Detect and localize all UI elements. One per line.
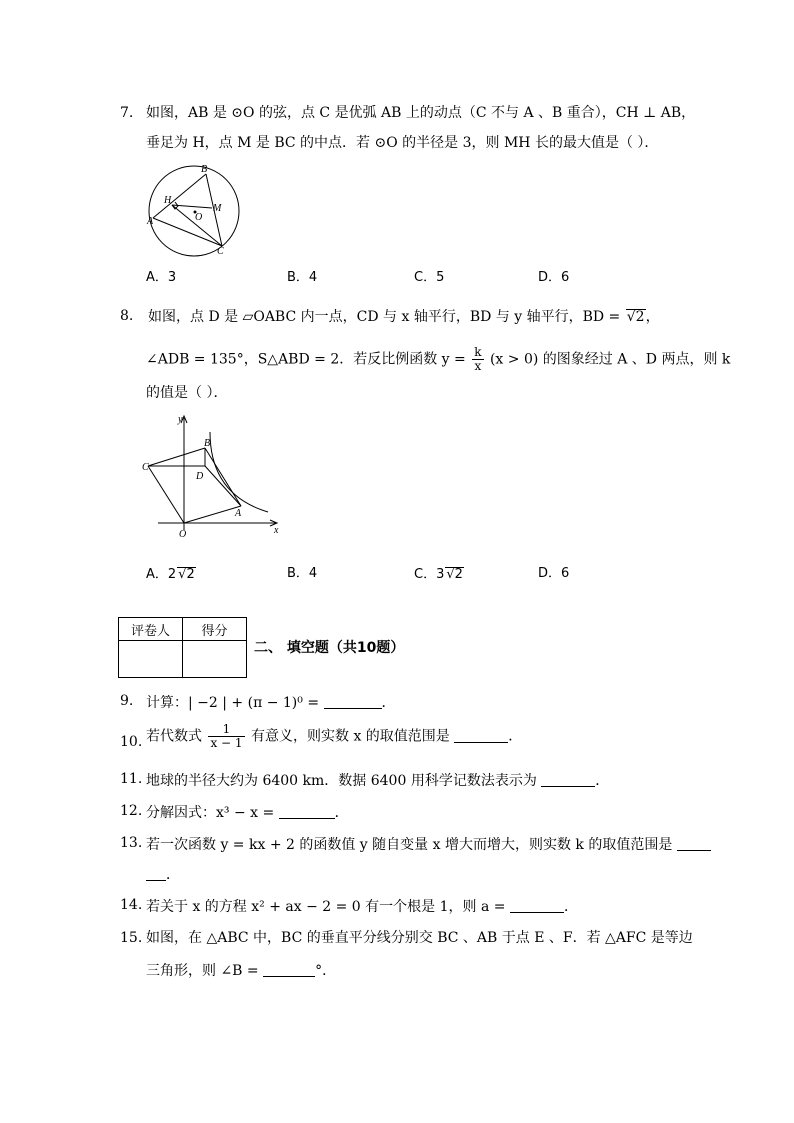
- q8-label-x: x: [274, 525, 279, 536]
- q8-text-line2: [146, 346, 730, 373]
- q8-option-c-root-value: 2: [454, 567, 463, 582]
- q8-label-a: A: [235, 508, 242, 519]
- q12-text: [146, 804, 349, 820]
- q9-text-end: ．: [381, 695, 396, 711]
- q7-circle-figure: [138, 160, 248, 260]
- score-table-score-header: 得分: [183, 618, 247, 641]
- q12-text-end: ．: [334, 805, 349, 821]
- q14-number: 14.: [120, 897, 143, 913]
- q14-answer-blank[interactable]: [510, 898, 564, 913]
- q7-label-m: M: [213, 203, 222, 214]
- q10-text-pre: 若代数式: [146, 728, 202, 745]
- q11-text: [146, 772, 609, 788]
- q10-text-post: 有意义，则实数 x 的取值范围是: [251, 728, 450, 745]
- q11-number: 11.: [120, 771, 143, 787]
- q12-answer-blank[interactable]: [279, 804, 335, 819]
- q8-coordinate-figure: [138, 412, 288, 542]
- q8-text-line1: 如图，点 D 是 ▱OABC 内一点，CD 与 x 轴平行，BD 与 y 轴平行，BD = √2，: [148, 309, 660, 325]
- q8-line2-text-b: (x > 0) 的图象经过 A 、D 两点，则 k: [489, 351, 731, 368]
- q7-label-a: A: [147, 216, 154, 227]
- q12-text-body: 分解因式：x³ − x =: [146, 805, 275, 821]
- q7-option-a: A．3: [146, 270, 177, 285]
- q15-number: 15.: [120, 930, 143, 946]
- q10-answer-blank[interactable]: [454, 728, 508, 743]
- score-table-score-cell[interactable]: [183, 641, 247, 678]
- q8-option-c-root: √2: [446, 567, 463, 582]
- q8-option-b: B．4: [287, 566, 318, 581]
- q11-text-end: ．: [595, 773, 610, 789]
- q10-text: [146, 723, 522, 750]
- q7-option-d: D．6: [538, 270, 570, 285]
- q8-label-o: O: [179, 529, 187, 540]
- q8-option-a: [146, 567, 196, 581]
- q8-fraction: [472, 346, 483, 373]
- q7-label-o: O: [195, 212, 203, 223]
- q15-text-line1: 如图，在 △ABC 中，BC 的垂直平分线分别交 BC 、AB 于点 E 、F．若 △AFC 是等边: [146, 930, 693, 946]
- q7-text-line2: 垂足为 H，点 M 是 BC 的中点．若 ⊙O 的半径是 3，则 MH 长的最大值是（ ）．: [146, 135, 659, 151]
- q8-label-b: B: [204, 438, 211, 449]
- q13-answer-blank-part2[interactable]: [146, 866, 166, 881]
- q8-option-a-root-value: 2: [186, 567, 195, 582]
- q13-text-body: 若一次函数 y = kx + 2 的函数值 y 随自变量 x 增大而增大，则实数 k 的取值范围是: [146, 837, 673, 853]
- q9-number: 9.: [120, 693, 134, 709]
- q7-option-b: B．4: [287, 270, 318, 285]
- q15-text-line2: [146, 962, 336, 978]
- q8-fraction-numerator: k: [474, 345, 482, 359]
- q8-bd-root-value: 2: [635, 309, 645, 325]
- q13-answer-blank-part1[interactable]: [677, 836, 711, 851]
- q15-text-body: 三角形，则 ∠B =: [146, 963, 259, 979]
- q10-fraction-numerator: 1: [208, 723, 244, 737]
- q9-answer-blank[interactable]: [324, 694, 382, 709]
- q13-text-line2: [146, 866, 180, 882]
- q13-number: 13.: [120, 835, 143, 851]
- q8-option-c: [414, 567, 464, 581]
- q8-number: 8.: [120, 308, 134, 324]
- q8-option-a-text: A．2: [146, 567, 177, 582]
- q8-option-a-root: √2: [178, 567, 195, 582]
- q11-answer-blank[interactable]: [541, 772, 595, 787]
- q9-text: [146, 694, 396, 710]
- q14-text-body: 若关于 x 的方程 x² + ax − 2 = 0 有一个根是 1，则 a =: [146, 899, 506, 915]
- q15-text-end: °．: [315, 963, 337, 979]
- q8-line2-text-a: ∠ADB = 135°，S△ABD = 2．若反比例函数 y =: [146, 351, 466, 368]
- q13-text: [146, 836, 711, 852]
- q10-text-end: ．: [508, 728, 523, 745]
- score-table-grader-cell[interactable]: [119, 641, 183, 678]
- q7-text-line1: 如图，AB 是 ⊙O 的弦，点 C 是优弧 AB 上的动点（C 不与 A 、B 重合），CH ⊥ AB，: [146, 105, 696, 121]
- q9-text-body: 计算：| −2 | + (π − 1)⁰ =: [146, 695, 320, 711]
- q10-number: 10.: [120, 734, 143, 750]
- score-table: [118, 617, 247, 678]
- q11-text-body: 地球的半径大约为 6400 km．数据 6400 用科学记数法表示为: [146, 773, 537, 789]
- q8-label-c: C: [142, 462, 149, 473]
- section-2-title: 二、 填空题（共10题）: [254, 640, 405, 656]
- q14-text-end: ．: [563, 899, 578, 915]
- q10-fraction-denominator: x − 1: [210, 736, 243, 751]
- q8-option-c-text: C．3: [414, 567, 445, 582]
- q15-answer-blank[interactable]: [263, 962, 315, 977]
- q8-label-d: D: [196, 471, 204, 482]
- q7-option-c: C．5: [414, 270, 445, 285]
- q14-text: [146, 898, 578, 914]
- q7-label-b: B: [201, 164, 208, 175]
- q10-fraction: [208, 723, 244, 750]
- q8-option-d: D．6: [538, 566, 570, 581]
- score-table-grader-header: 评卷人: [119, 618, 183, 641]
- q7-label-h: H: [164, 195, 172, 206]
- q8-text-line3: 的值是（ ）．: [146, 385, 228, 401]
- q7-number: 7.: [120, 105, 134, 121]
- q7-label-c: C: [217, 246, 224, 257]
- q8-bd-root: √2: [626, 309, 645, 325]
- q8-label-y: y: [178, 414, 183, 425]
- q12-number: 12.: [120, 803, 143, 819]
- q8-fraction-denominator: x: [474, 359, 482, 374]
- q8-line1-text: 如图，点 D 是 ▱OABC 内一点，CD 与 x 轴平行，BD 与 y 轴平行，BD =: [148, 309, 621, 325]
- q13-text-end: ．: [166, 867, 180, 883]
